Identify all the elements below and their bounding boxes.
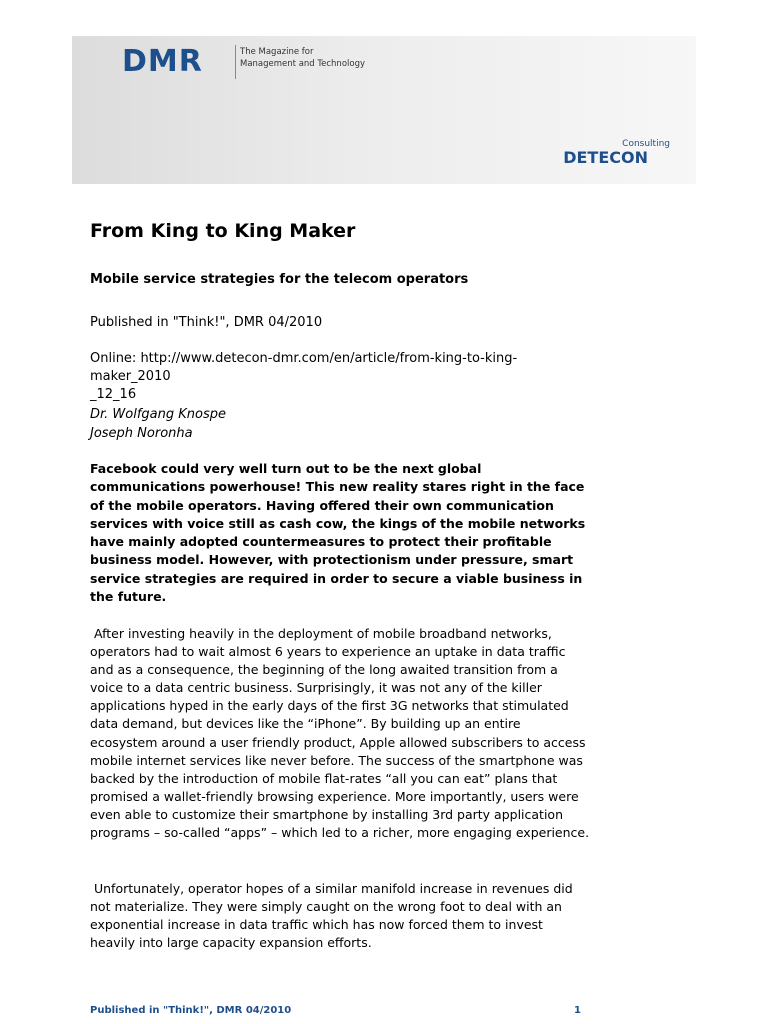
- dmr-tagline: The Magazine for Management and Technology: [240, 47, 366, 69]
- body-paragraph-1: After investing heavily in the deployment of mobile broadband networks, operators had to wait almost 6 years to experience an uptake in data traffic and as a consequence, the beginning of the long awaited transition from a voice to a data centric business. Surprisingly, it was not any of the killer applications hyped in the early days of the first 3G networks that stimulated data demand, but devices like the “iPhone”. By building up an entire ecosystem around a user friendly product, Apple allowed subscribers to access mobile internet services like never before. The success of the smartphone was backed by the introduction of mobile flat-rates “all you can eat” plans that promised a wallet-friendly browsing experience. More importantly, users were even able to customize their smartphone by installing 3rd party application programs – so-called “apps” – which led to a richer, more engaging experience.: [90, 626, 590, 841]
- detecon-logo: DETECON: [563, 148, 648, 167]
- dmr-logo: DMR: [122, 44, 203, 79]
- header-banner: [72, 36, 696, 184]
- article-abstract: Facebook could very well turn out to be the next global communications powerhouse! This new reality stares right in the face of the mobile operators. Having offered their own communication services with voice still as cash cow, the kings of the mobile networks have mainly adopted countermeasures to protect their profitable business model. However, with protectionism under pressure, smart service strategies are required in order to secure a viable business in the future.: [90, 461, 586, 605]
- page-number: 1: [574, 1005, 581, 1016]
- logo-divider: [235, 45, 236, 79]
- article-title: From King to King Maker: [90, 220, 356, 242]
- publication-info: Published in "Think!", DMR 04/2010: [90, 315, 323, 330]
- author-list: Dr. Wolfgang Knospe Joseph Noronha: [90, 407, 227, 441]
- article-subtitle: Mobile service strategies for the telecom operators: [90, 272, 469, 287]
- body-paragraph-2: Unfortunately, operator hopes of a similar manifold increase in revenues did not materialize. They were simply caught on the wrong foot to deal with an exponential increase in data traffic which has now forced them to invest heavily into large capacity expansion efforts.: [90, 881, 577, 951]
- detecon-consulting-label: Consulting: [622, 139, 670, 149]
- online-link[interactable]: Online: http://www.detecon-dmr.com/en/article/from-king-to-king-maker_2010 _12_16: [90, 351, 518, 402]
- footer-publication: Published in "Think!", DMR 04/2010: [90, 1005, 292, 1016]
